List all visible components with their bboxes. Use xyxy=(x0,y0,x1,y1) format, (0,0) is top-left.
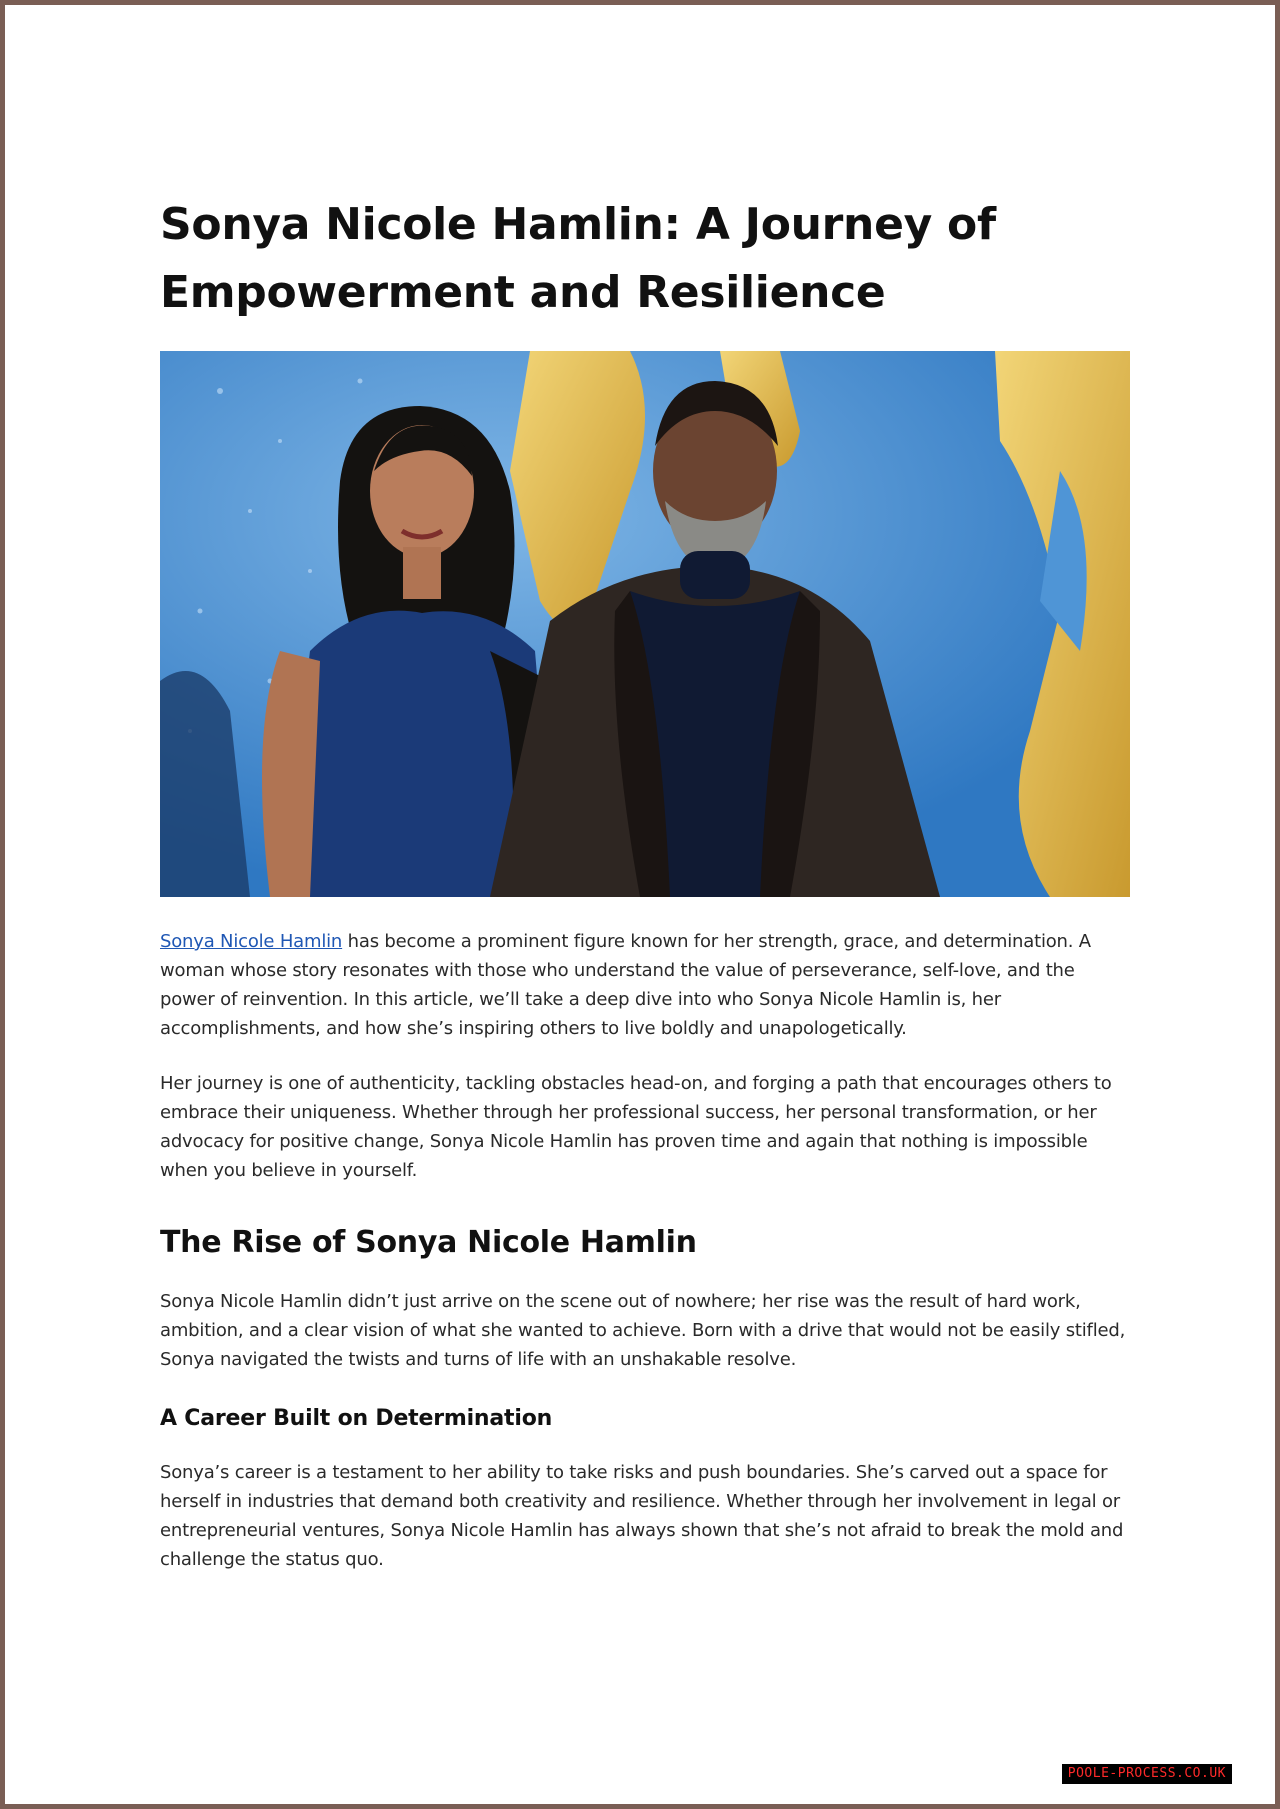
page-title: Sonya Nicole Hamlin: A Journey of Empowerment and Resilience xyxy=(160,199,996,318)
site-watermark: POOLE-PROCESS.CO.UK xyxy=(1062,1764,1232,1784)
document-content xyxy=(160,191,1130,1574)
hero-photo-illustration xyxy=(160,351,1130,897)
section-heading-rise: The Rise of Sonya Nicole Hamlin xyxy=(160,1225,697,1260)
rise-paragraph: Sonya Nicole Hamlin didn’t just arrive on the scene out of nowhere; her rise was the result of hard work, ambition, and a clear vision of what she wanted to achieve. Born with a drive that would not be easily stifled, Sonya navigated the twists and turns of life with an unshakable resolve. xyxy=(160,1291,1126,1370)
sub-heading-career: A Career Built on Determination xyxy=(160,1406,553,1431)
hero-photo xyxy=(160,351,1130,897)
career-paragraph: Sonya’s career is a testament to her ability to take risks and push boundaries. She’s carved out a space for herself in industries that demand both creativity and resilience. Whether through her involvement in legal or entrepreneurial ventures, Sonya Nicole Hamlin has always shown that she’s not afraid to break the mold and challenge the status quo. xyxy=(160,1462,1124,1570)
sonya-nicole-hamlin-link[interactable]: Sonya Nicole Hamlin xyxy=(160,931,343,952)
intro-paragraph-text: has become a prominent figure known for her strength, grace, and determination. A woman whose story resonates with those who understand the value of perseverance, self-love, and the power of reinvention. In this article, we’ll take a deep dive into who Sonya Nicole Hamlin is, her accomplishments, and how she’s inspiring others to live boldly and unapologetically. xyxy=(160,931,1091,1039)
journey-paragraph: Her journey is one of authenticity, tackling obstacles head-on, and forging a path that encourages others to embrace their uniqueness. Whether through her professional success, her personal transformation, or her advocacy for positive change, Sonya Nicole Hamlin has proven time and again that nothing is impossible when you believe in yourself. xyxy=(160,1073,1112,1181)
intro-paragraph xyxy=(160,927,1130,1043)
